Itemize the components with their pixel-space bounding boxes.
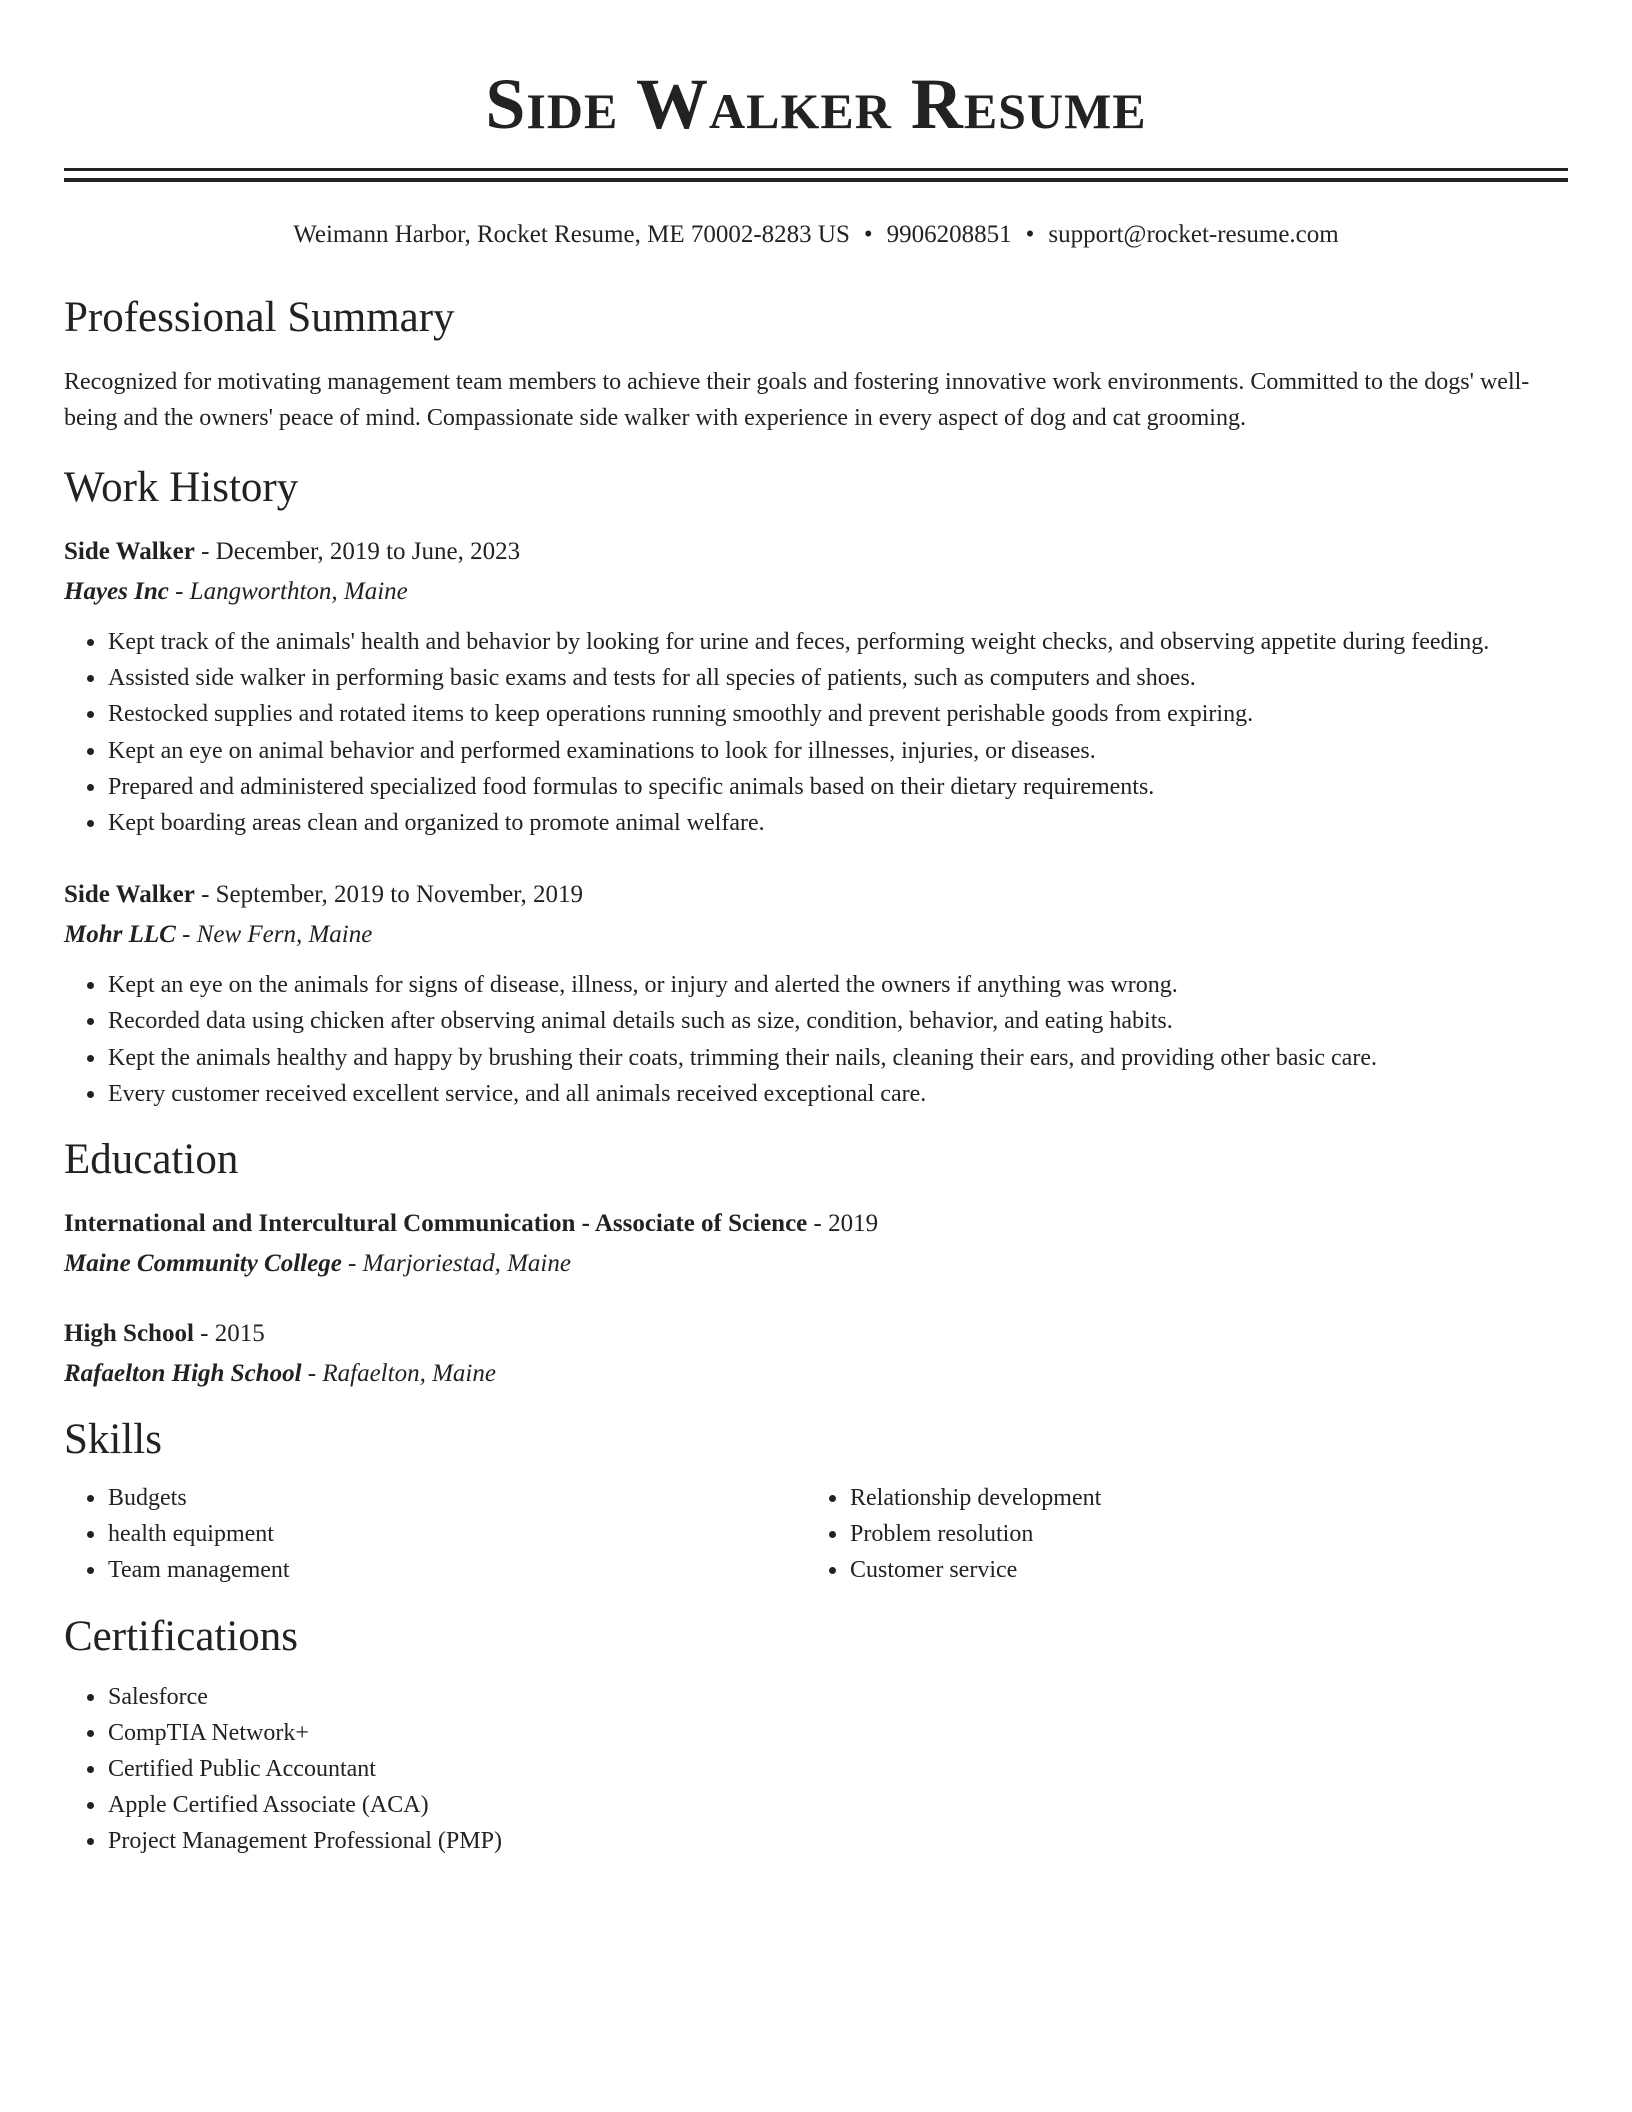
contact-address: Weimann Harbor, Rocket Resume, ME 70002-8283 US [293, 221, 850, 248]
education-location: - Marjoriestad, Maine [341, 1250, 571, 1278]
contact-email: support@rocket-resume.com [1048, 221, 1339, 248]
education-school-line [64, 1354, 1568, 1394]
skill-item: • Relationship development [849, 1480, 1568, 1516]
job-location: - Langworthton, Maine [168, 578, 408, 605]
job-entry [64, 532, 1568, 841]
title-divider [64, 168, 1568, 182]
contact-separator: • [1025, 221, 1035, 248]
certifications-list [64, 1679, 1568, 1860]
job-title-line [64, 875, 1568, 915]
contact-phone: 9906208851 [886, 221, 1012, 248]
job-company-line [64, 572, 1568, 612]
job-bullet: • Prepared and administered specialized food formulas to specific animals based on their dietary requirements. [107, 769, 1568, 805]
skills-heading: Skills [64, 1416, 162, 1464]
resume-title: Side Walker Resume [485, 64, 1147, 144]
education-degree: High School [64, 1320, 194, 1348]
education-location: - Rafaelton, Maine [301, 1360, 496, 1388]
certification-item: • CompTIA Network+ [107, 1715, 1568, 1751]
education-school: Rafaelton High School [64, 1360, 302, 1388]
skills-list-left [64, 1480, 806, 1589]
job-company: Mohr LLC [64, 921, 176, 949]
job-dates: - December, 2019 to June, 2023 [194, 538, 521, 565]
skill-item: • Budgets [107, 1480, 806, 1516]
contact-separator: • [863, 221, 873, 248]
job-title: Side Walker [64, 881, 195, 909]
education-school: Maine Community College [64, 1250, 342, 1278]
job-bullet: • Kept the animals healthy and happy by brushing their coats, trimming their nails, cleaning their ears, and providing other basic care. [107, 1040, 1568, 1076]
education-degree: International and Intercultural Communication - Associate of Science [64, 1210, 808, 1238]
summary-heading: Professional Summary [64, 294, 455, 341]
certifications-heading: Certifications [64, 1612, 299, 1660]
education-degree-line [64, 1314, 1568, 1354]
job-company: Hayes Inc [64, 578, 169, 605]
certification-item: • Salesforce [107, 1679, 1568, 1715]
job-bullet: • Kept boarding areas clean and organized to promote animal welfare. [107, 805, 1568, 841]
education-entry [64, 1204, 1568, 1284]
job-bullet-list [64, 624, 1568, 841]
work-history-heading: Work History [64, 464, 299, 511]
certification-item: • Certified Public Accountant [107, 1751, 1568, 1787]
education-degree-line [64, 1204, 1568, 1244]
skills-list-right [806, 1480, 1568, 1589]
certification-item: • Apple Certified Associate (ACA) [107, 1787, 1568, 1823]
job-bullet: • Recorded data using chicken after observing animal details such as size, condition, behavior, and eating habits. [107, 1003, 1568, 1039]
education-year: - 2015 [193, 1320, 265, 1348]
education-school-line [64, 1244, 1568, 1284]
job-company-line [64, 915, 1568, 955]
job-entry [64, 875, 1568, 1112]
job-title: Side Walker [64, 538, 195, 565]
job-bullet: • Every customer received excellent service, and all animals received exceptional care. [107, 1076, 1568, 1112]
skill-item: • health equipment [107, 1516, 806, 1552]
summary-text: Recognized for motivating management team members to achieve their goals and fostering innovative work environments. Committed to the dogs' well-being and the owners' peace of mind. Compassionate side walker with experience in every aspect of dog and cat grooming. [64, 369, 1530, 431]
job-bullet: • Kept an eye on animal behavior and performed examinations to look for illnesses, injuries, or diseases. [107, 733, 1568, 769]
skill-item: • Customer service [849, 1552, 1568, 1588]
job-bullet-list [64, 967, 1568, 1112]
skill-item: • Team management [107, 1552, 806, 1588]
job-bullet: • Kept track of the animals' health and behavior by looking for urine and feces, performing weight checks, and observing appetite during feeding. [107, 624, 1568, 660]
job-bullet: • Restocked supplies and rotated items to keep operations running smoothly and prevent perishable goods from expiring. [107, 696, 1568, 732]
certification-item: • Project Management Professional (PMP) [107, 1823, 1568, 1859]
skills-grid [64, 1480, 1568, 1589]
job-bullet: • Kept an eye on the animals for signs of disease, illness, or injury and alerted the owners if anything was wrong. [107, 967, 1568, 1003]
education-year: - 2019 [807, 1210, 879, 1238]
skill-item: • Problem resolution [849, 1516, 1568, 1552]
job-bullet: • Assisted side walker in performing basic exams and tests for all species of patients, such as computers and shoes. [107, 660, 1568, 696]
education-heading: Education [64, 1136, 239, 1184]
contact-line [64, 220, 1568, 250]
job-location: - New Fern, Maine [175, 921, 373, 949]
job-dates: - September, 2019 to November, 2019 [194, 881, 584, 909]
job-title-line [64, 532, 1568, 572]
education-entry [64, 1314, 1568, 1394]
